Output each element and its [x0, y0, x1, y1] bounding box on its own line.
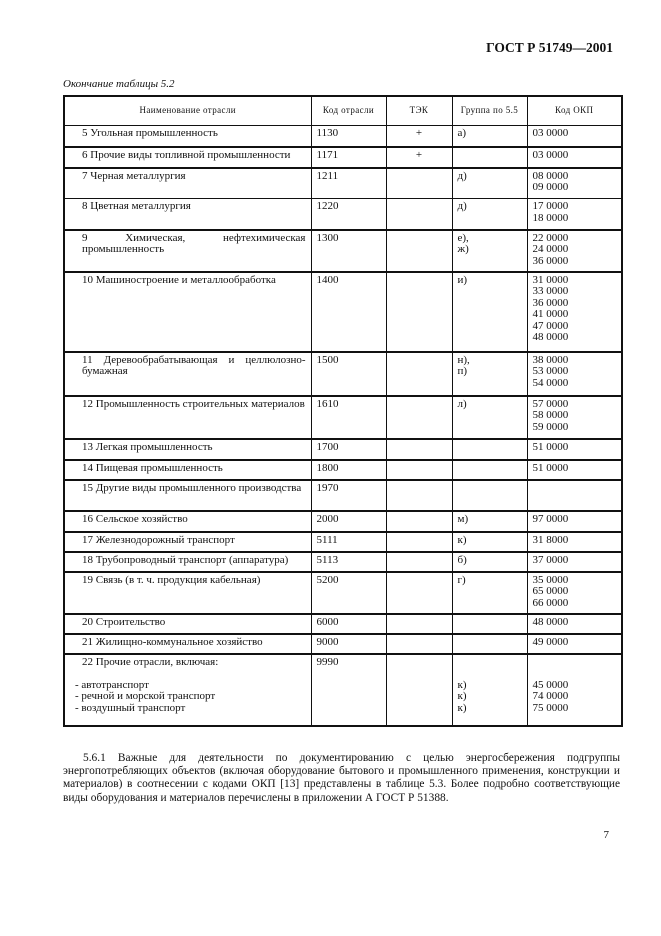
industry-name-cell	[64, 147, 311, 168]
okp-code	[533, 668, 617, 680]
industry-name: 13 Легкая промышленность	[82, 440, 213, 453]
tek-mark	[386, 480, 452, 511]
group-cell	[452, 272, 527, 352]
column-header-name: Наименование отрасли	[64, 96, 311, 126]
group-cell	[452, 199, 527, 230]
tek-mark	[386, 396, 452, 439]
industry-name-cell	[64, 654, 311, 726]
group-cell	[452, 614, 527, 634]
industry-name-cell	[64, 126, 311, 147]
table-row	[64, 460, 622, 480]
okp-cell	[527, 511, 622, 532]
okp-code: 36 0000	[532, 254, 569, 267]
group-cell	[452, 654, 527, 726]
column-header-tek: ТЭК	[386, 96, 452, 126]
tek-mark	[386, 460, 452, 480]
group-cell	[452, 511, 527, 532]
group-cell	[452, 126, 527, 147]
industry-name: 6 Прочие виды топливной промышленности	[82, 148, 291, 161]
okp-cell	[527, 396, 622, 439]
okp-code: 57 0000	[532, 397, 569, 410]
okp-code: 35 0000	[532, 573, 569, 586]
industry-code: 5111	[311, 532, 386, 552]
industry-table	[63, 95, 623, 727]
group-line: к)	[457, 701, 467, 714]
table-row	[64, 654, 622, 726]
industry-name: 8 Цветная металлургия	[82, 200, 191, 212]
okp-cell	[527, 572, 622, 614]
paragraph-5-6-1: 5.6.1 Важные для деятельности по документированию с целью энергосбережения подгруппы энергопотребляющих объектов (включая оборудование бытового и промышленного применения, конструкции и материалов) в соотнесении с кодами ОКП [13] представлены в таблице 5.3. Более подробно соответствующие виды оборудования и материалов перечислены в приложении А ГОСТ Р 51388.	[63, 752, 620, 804]
tek-mark	[386, 654, 452, 726]
okp-cell	[527, 272, 622, 352]
tek-mark	[386, 230, 452, 272]
industry-name-cell	[64, 460, 311, 480]
group-line: м)	[457, 512, 469, 525]
group-line: л)	[457, 397, 467, 410]
group-cell	[452, 439, 527, 460]
industry-name-cell	[64, 168, 311, 199]
okp-code: 24 0000	[532, 243, 569, 256]
group-line: ж)	[457, 243, 469, 256]
group-cell	[452, 168, 527, 199]
okp-code: 17 0000	[532, 200, 569, 212]
okp-code: 18 0000	[532, 211, 569, 224]
industry-name: 10 Машиностроение и металлообработка	[82, 273, 276, 286]
okp-code: 75 0000	[532, 701, 569, 714]
industry-name-cell	[64, 572, 311, 614]
table-row	[64, 352, 622, 396]
table-row	[64, 230, 622, 272]
group-cell	[452, 460, 527, 480]
column-header-code: Код отрасли	[311, 96, 386, 126]
column-header-group: Группа по 5.5	[452, 96, 527, 126]
okp-cell	[527, 532, 622, 552]
okp-code: 22 0000	[532, 231, 569, 244]
table-row	[64, 147, 622, 168]
industry-code: 1700	[311, 439, 386, 460]
okp-code: 65 0000	[532, 585, 569, 598]
sub-industry: - автотранспорт	[75, 678, 149, 691]
okp-code: 41 0000	[532, 308, 569, 321]
tek-mark	[386, 511, 452, 532]
group-line: а)	[457, 127, 467, 139]
group-line: и)	[457, 273, 468, 286]
industry-name: 14 Пищевая промышленность	[82, 461, 223, 474]
table-row	[64, 168, 622, 199]
okp-cell	[527, 634, 622, 654]
table-row	[64, 272, 622, 352]
industry-name-cell	[64, 511, 311, 532]
okp-code	[533, 657, 617, 669]
industry-name-cell	[64, 352, 311, 396]
okp-code: 36 0000	[532, 296, 569, 309]
okp-code: 48 0000	[532, 615, 569, 628]
column-header-okp: Код ОКП	[527, 96, 622, 126]
okp-cell	[527, 168, 622, 199]
industry-name-cell	[64, 634, 311, 654]
tek-mark	[386, 572, 452, 614]
group-line: к)	[457, 533, 467, 546]
okp-cell	[527, 439, 622, 460]
okp-code: 45 0000	[532, 678, 569, 691]
table-row	[64, 480, 622, 511]
industry-name-cell	[64, 396, 311, 439]
industry-code: 6000	[311, 614, 386, 634]
group-line	[458, 668, 522, 680]
table-caption: Окончание таблицы 5.2	[63, 78, 175, 90]
tek-mark	[386, 439, 452, 460]
okp-code: 51 0000	[532, 440, 569, 453]
okp-code: 03 0000	[532, 127, 569, 139]
group-cell	[452, 352, 527, 396]
okp-cell	[527, 230, 622, 272]
industry-name: 7 Черная металлургия	[82, 169, 186, 182]
group-cell	[452, 147, 527, 168]
industry-code: 9000	[311, 634, 386, 654]
industry-name-cell	[64, 272, 311, 352]
okp-code: 59 0000	[532, 420, 569, 433]
spacer	[70, 668, 306, 680]
industry-name: 17 Железнодорожный транспорт	[82, 533, 235, 546]
table-row	[64, 634, 622, 654]
industry-name: 18 Трубопроводный транспорт (аппаратура)	[82, 553, 289, 566]
okp-code: 49 0000	[532, 635, 569, 648]
group-cell	[452, 572, 527, 614]
industry-code: 1500	[311, 352, 386, 396]
okp-cell	[527, 460, 622, 480]
table-row	[64, 511, 622, 532]
group-cell	[452, 634, 527, 654]
document-header: ГОСТ Р 51749—2001	[486, 40, 613, 55]
okp-code: 54 0000	[532, 376, 569, 389]
industry-code: 9990	[311, 654, 386, 726]
industry-name: 9 Химическая, нефтехимическая промышленность	[82, 231, 306, 256]
tek-mark	[386, 352, 452, 396]
industry-name-cell	[64, 230, 311, 272]
industry-name: 12 Промышленность строительных материалов	[82, 397, 305, 410]
table-header-row	[64, 96, 622, 126]
table-row	[64, 552, 622, 572]
group-cell	[452, 552, 527, 572]
group-line: д)	[457, 200, 467, 212]
table-row	[64, 614, 622, 634]
okp-code: 31 0000	[532, 273, 569, 286]
industry-name: 11 Деревообрабатывающая и целлюлозно-бумажная	[82, 353, 306, 378]
okp-code: 03 0000	[532, 148, 569, 161]
industry-name: 5 Угольная промышленность	[82, 127, 218, 139]
industry-code: 1400	[311, 272, 386, 352]
okp-cell	[527, 480, 622, 511]
industry-code: 1220	[311, 199, 386, 230]
tek-mark	[386, 199, 452, 230]
okp-code: 53 0000	[532, 365, 569, 378]
industry-code: 1211	[311, 168, 386, 199]
okp-cell	[527, 614, 622, 634]
industry-name-cell	[64, 552, 311, 572]
okp-code: 74 0000	[532, 690, 569, 703]
industry-name-cell	[64, 439, 311, 460]
okp-code: 38 0000	[532, 353, 569, 366]
group-line: б)	[457, 553, 467, 566]
industry-name: 16 Сельское хозяйство	[82, 512, 188, 525]
industry-name: 21 Жилищно-коммунальное хозяйство	[82, 635, 263, 648]
table-row	[64, 532, 622, 552]
industry-code: 1171	[311, 147, 386, 168]
group-line: д)	[457, 169, 467, 182]
table-row	[64, 439, 622, 460]
industry-code: 1800	[311, 460, 386, 480]
okp-code: 51 0000	[532, 461, 569, 474]
table-row	[64, 199, 622, 230]
tek-mark: +	[386, 126, 452, 147]
okp-cell	[527, 199, 622, 230]
group-line: к)	[457, 690, 467, 703]
industry-name: 20 Строительство	[82, 615, 166, 628]
table-row	[64, 126, 622, 147]
tek-mark	[386, 168, 452, 199]
group-cell	[452, 532, 527, 552]
tek-mark	[386, 272, 452, 352]
industry-code: 5200	[311, 572, 386, 614]
okp-code: 48 0000	[532, 331, 569, 344]
industry-name: 15 Другие виды промышленного производства	[82, 481, 302, 494]
industry-code: 1970	[311, 480, 386, 511]
okp-code: 58 0000	[532, 409, 569, 422]
tek-mark	[386, 552, 452, 572]
okp-code: 08 0000	[532, 169, 569, 182]
group-cell	[452, 480, 527, 511]
group-line: п)	[457, 365, 468, 378]
okp-code: 47 0000	[532, 319, 569, 332]
industry-name-cell	[64, 199, 311, 230]
okp-code: 09 0000	[532, 181, 569, 194]
okp-code: 37 0000	[532, 553, 569, 566]
okp-cell	[527, 654, 622, 726]
tek-mark	[386, 532, 452, 552]
table-row	[64, 572, 622, 614]
okp-code: 31 8000	[532, 533, 569, 546]
group-cell	[452, 396, 527, 439]
industry-code: 1610	[311, 396, 386, 439]
sub-industry: - речной и морской транспорт	[75, 690, 216, 703]
table-row	[64, 396, 622, 439]
industry-name-cell	[64, 480, 311, 511]
sub-industry: - воздушный транспорт	[75, 701, 186, 714]
industry-name-cell	[64, 614, 311, 634]
okp-cell	[527, 126, 622, 147]
okp-cell	[527, 552, 622, 572]
industry-name-cell	[64, 532, 311, 552]
industry-name: 22 Прочие отрасли, включая:	[82, 655, 219, 668]
industry-code: 1130	[311, 126, 386, 147]
industry-name: 19 Связь (в т. ч. продукция кабельная)	[82, 573, 261, 586]
group-line: г)	[457, 573, 466, 586]
industry-code: 5113	[311, 552, 386, 572]
group-line: н),	[457, 353, 470, 366]
industry-code: 2000	[311, 511, 386, 532]
okp-code: 33 0000	[532, 285, 569, 298]
okp-cell	[527, 352, 622, 396]
okp-cell	[527, 147, 622, 168]
page-number: 7	[603, 829, 609, 841]
okp-code: 66 0000	[532, 596, 569, 609]
group-line: к)	[457, 678, 467, 691]
industry-code: 1300	[311, 230, 386, 272]
tek-mark	[386, 614, 452, 634]
okp-code: 97 0000	[532, 512, 569, 525]
tek-mark: +	[386, 147, 452, 168]
group-line: е),	[457, 231, 469, 244]
tek-mark	[386, 634, 452, 654]
group-cell	[452, 230, 527, 272]
group-line	[458, 657, 522, 669]
